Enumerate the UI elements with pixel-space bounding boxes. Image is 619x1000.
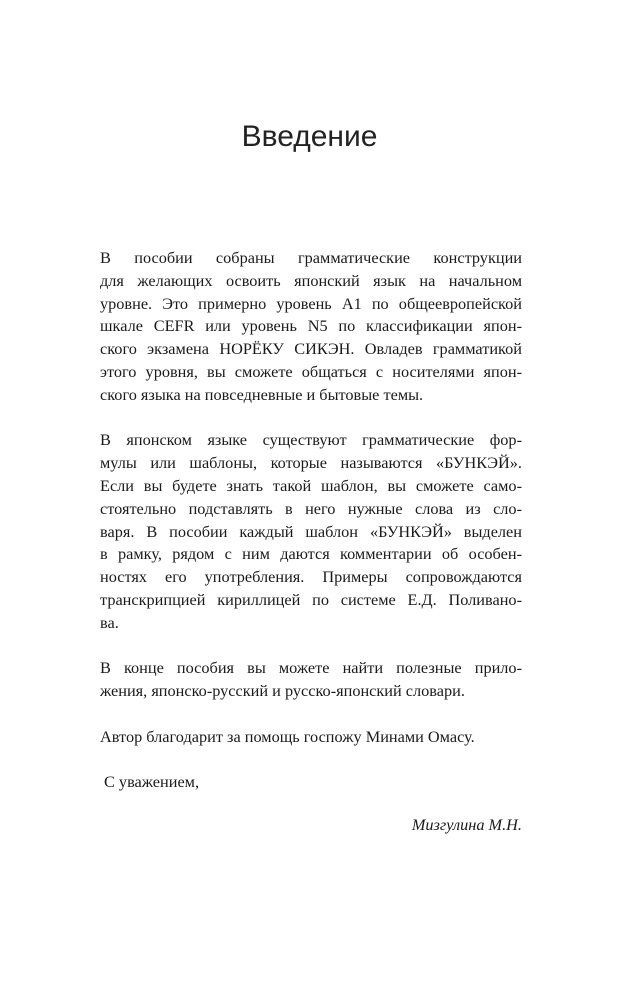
paragraph-gap: [77, 703, 522, 726]
text-line: ва.: [100, 612, 119, 632]
paragraph-closing: [77, 771, 522, 794]
text-line: шкале CEFR или уровень N5 по классификации япон-: [100, 316, 522, 336]
paragraph-gap: [77, 635, 522, 658]
paragraph-thanks: [77, 726, 522, 749]
paragraph-appendix: [77, 657, 522, 703]
text-line: С уважением,: [104, 772, 200, 792]
author-signature: Мизгулина М.Н.: [411, 815, 522, 834]
paragraph-intro: [77, 247, 522, 407]
paragraph-bunkei: [77, 429, 522, 634]
text-line: стоятельно подставлять в него нужные слова из сло-: [100, 498, 522, 518]
text-line: В японском языке существуют грамматические фор-: [100, 430, 522, 450]
page-title: Введение: [241, 120, 378, 153]
text-line: этого уровня, вы сможете общаться с носителями япон-: [100, 361, 522, 381]
text-line: ностях его употребления. Примеры сопровождаются: [100, 567, 522, 587]
text-line: транскрипцией кириллицей по системе Е.Д. Поливано-: [100, 589, 522, 609]
text-line: уровне. Это примерно уровень A1 по общеевропейской: [100, 293, 522, 313]
text-line: в рамку, рядом с ним даются комментарии об особен-: [100, 544, 522, 564]
text-line: для желающих освоить японский язык на начальном: [100, 270, 522, 290]
body-text: [77, 247, 522, 794]
paragraph-gap: [77, 749, 522, 772]
text-line: варя. В пособии каждый шаблон «БУНКЭЙ» выделен: [100, 521, 522, 541]
paragraph-gap: [77, 407, 522, 430]
text-line: ского языка на повседневные и бытовые темы.: [100, 384, 424, 404]
text-line: Если вы будете знать такой шаблон, вы сможете само-: [100, 475, 522, 495]
text-line: ского экзамена НОРЁКУ СИКЭН. Овладев грамматикой: [100, 339, 522, 359]
text-line: В конце пособия вы можете найти полезные прило-: [100, 658, 522, 678]
text-line: В пособии собраны грамматические конструкции: [100, 248, 522, 267]
text-line: мулы или шаблоны, которые называются «БУНКЭЙ».: [100, 453, 522, 473]
text-line: жения, японско-русский и русско-японский словари.: [100, 681, 465, 701]
text-line: Автор благодарит за помощь госпожу Минами Омасу.: [100, 726, 475, 746]
